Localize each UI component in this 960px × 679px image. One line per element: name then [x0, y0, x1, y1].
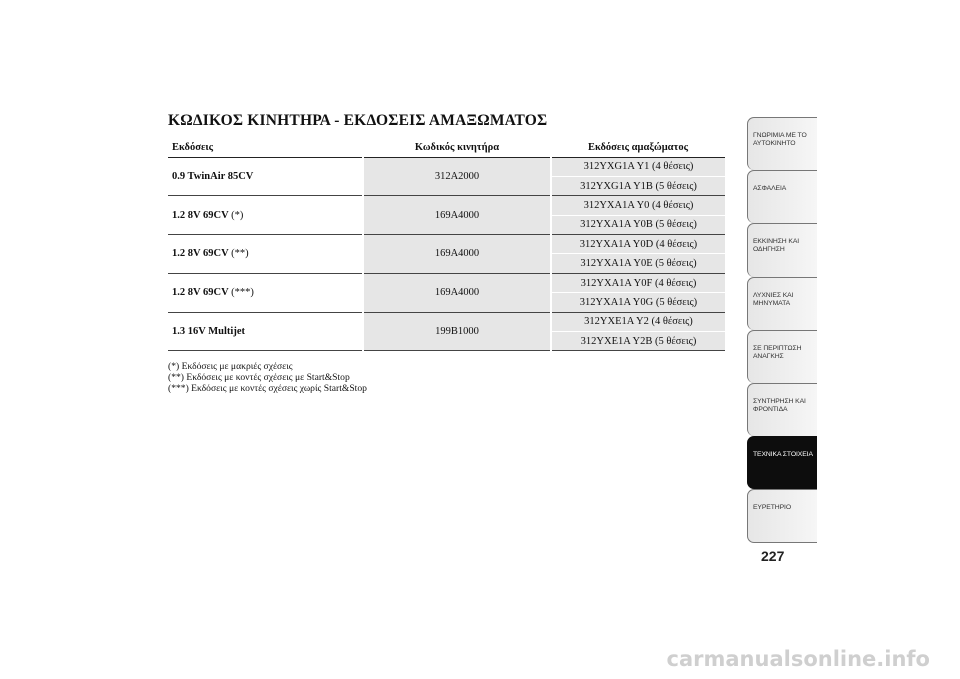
chapter-tabs [747, 117, 817, 543]
tab-emergency[interactable]: ΣΕ ΠΕΡΙΠΤΩΣΗ ΑΝΑΓΚΗΣ [747, 330, 817, 383]
footnote: (***) Εκδόσεις με κοντές σχέσεις χωρίς Start&Stop [168, 383, 367, 394]
footnote: (**) Εκδόσεις με κοντές σχέσεις με Start&Stop [168, 372, 350, 383]
body-version-cell: 312YXA1A Y0F (4 θέσεις) [551, 273, 725, 292]
version-name: 0.9 TwinAir 85CV [172, 170, 254, 182]
header-engine-code: Κωδικός κινητήρα [363, 138, 551, 157]
table-row [168, 196, 725, 215]
tab-index[interactable]: ΕΥΡΕΤΗΡΙΟ [747, 489, 817, 542]
footnote: (*) Εκδόσεις με μακριές σχέσεις [168, 361, 293, 372]
body-version-cell: 312YXG1A Y1 (4 θέσεις) [551, 157, 725, 176]
version-cell [168, 235, 363, 274]
version-cell [168, 273, 363, 312]
tab-getting-to-know[interactable]: ΓΝΩΡΙΜΙΑ ΜΕ ΤΟ ΑΥΤΟΚΙΝΗΤΟ [747, 117, 817, 170]
table-row [168, 312, 725, 331]
body-version-cell: 312YXA1A Y0B (5 θέσεις) [551, 215, 725, 234]
engine-code-cell: 169A4000 [363, 273, 551, 312]
version-cell [168, 157, 363, 196]
version-name: 1.2 8V 69CV [172, 209, 229, 221]
engine-code-cell: 169A4000 [363, 235, 551, 274]
tab-maintenance[interactable]: ΣΥΝΤΗΡΗΣΗ ΚΑΙ ΦΡΟΝΤΙΔΑ [747, 383, 817, 436]
engine-code-cell: 169A4000 [363, 196, 551, 235]
body-version-cell: 312YXG1A Y1B (5 θέσεις) [551, 176, 725, 195]
body-version-cell: 312YXA1A Y0G (5 θέσεις) [551, 293, 725, 312]
watermark-text: carmanualsonline.info [666, 647, 930, 671]
version-name: 1.2 8V 69CV [172, 287, 229, 299]
header-body-versions: Εκδόσεις αμαξώματος [551, 138, 725, 157]
engine-code-cell: 199B1000 [363, 312, 551, 351]
engine-code-cell: 312A2000 [363, 157, 551, 196]
header-versions: Εκδόσεις [168, 138, 363, 157]
page-title: ΚΩΔΙΚΟΣ ΚΙΝΗΤΗΡΑ - ΕΚΔΟΣΕΙΣ ΑΜΑΞΩΜΑΤΟΣ [168, 112, 548, 129]
body-version-cell: 312YXE1A Y2 (4 θέσεις) [551, 312, 725, 331]
tab-warning-lights[interactable]: ΛΥΧΝΙΕΣ ΚΑΙ ΜΗΝΥΜΑΤΑ [747, 277, 817, 330]
table-row [168, 157, 725, 176]
version-note: (**) [231, 248, 249, 260]
body-version-cell: 312YXA1A Y0D (4 θέσεις) [551, 235, 725, 254]
body-version-cell: 312YXA1A Y0 (4 θέσεις) [551, 196, 725, 215]
version-cell [168, 196, 363, 235]
version-name: 1.3 16V Multijet [172, 326, 246, 338]
tab-safety[interactable]: ΑΣΦΑΛΕΙΑ [747, 170, 817, 223]
body-version-cell: 312YXA1A Y0E (5 θέσεις) [551, 254, 725, 273]
table-header-row [168, 138, 725, 157]
version-name: 1.2 8V 69CV [172, 248, 229, 260]
engine-code-table [168, 138, 725, 351]
version-note: (*) [231, 209, 244, 221]
tab-starting-driving[interactable]: ΕΚΚΙΝΗΣΗ ΚΑΙ ΟΔΗΓΗΣΗ [747, 223, 817, 276]
tab-technical-data[interactable]: ΤΕΧΝΙΚΑ ΣΤΟΙΧΕΙΑ [747, 436, 817, 489]
body-version-cell: 312YXE1A Y2B (5 θέσεις) [551, 332, 725, 351]
version-cell [168, 312, 363, 351]
page-number: 227 [761, 548, 785, 564]
version-note: (***) [231, 287, 254, 299]
table-row [168, 235, 725, 254]
table-row [168, 273, 725, 292]
footnotes [168, 361, 367, 394]
